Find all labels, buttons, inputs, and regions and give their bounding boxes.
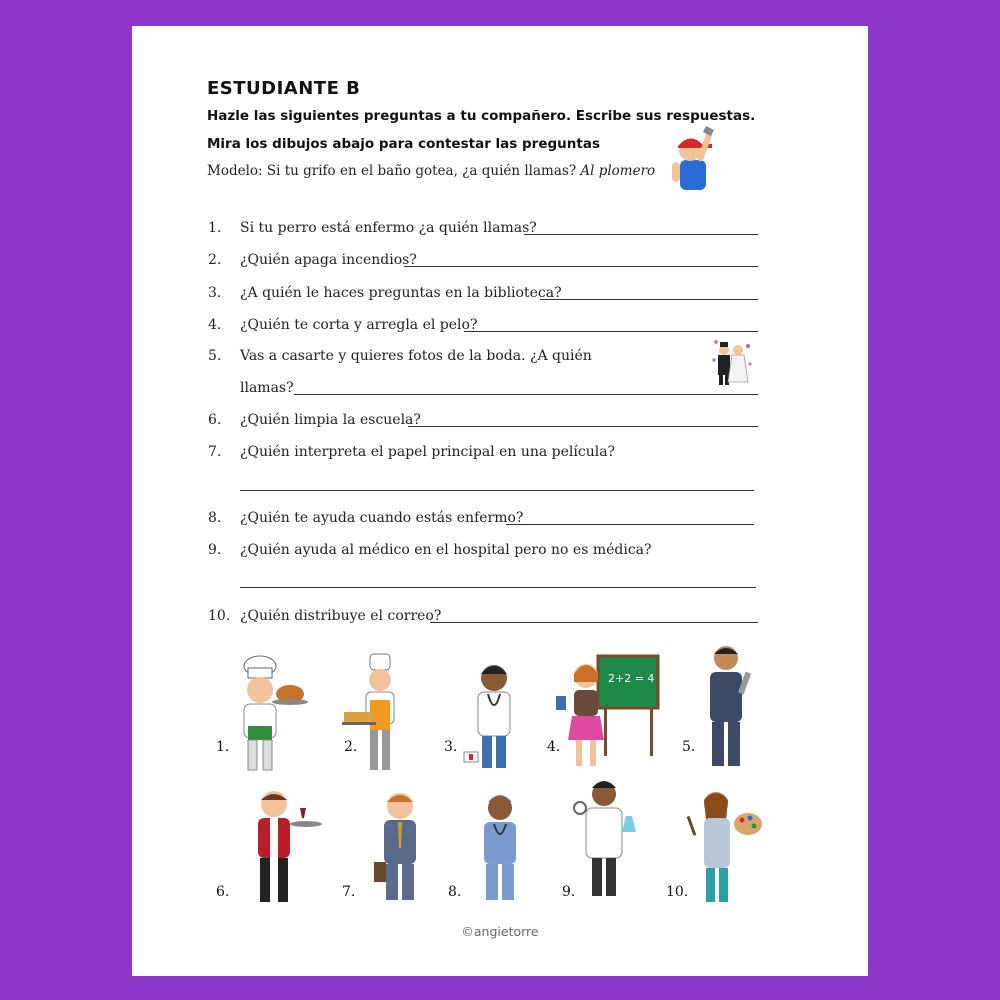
question-number: 10. bbox=[208, 608, 231, 624]
answer-line[interactable] bbox=[524, 234, 758, 235]
teacher-icon bbox=[554, 652, 664, 778]
baker-icon bbox=[344, 652, 414, 776]
answer-line[interactable] bbox=[464, 331, 758, 332]
question-number: 1. bbox=[208, 220, 222, 236]
question-number: 6. bbox=[208, 412, 222, 428]
instruction-line-1: Hazle las siguientes preguntas a tu compañero. Escribe sus respuestas. bbox=[207, 108, 756, 124]
answer-line[interactable] bbox=[294, 394, 758, 395]
question-number: 8. bbox=[208, 510, 222, 526]
instruction-line-2: Mira los dibujos abajo para contestar las preguntas bbox=[207, 136, 600, 152]
mechanic-icon bbox=[692, 642, 762, 776]
chef-icon bbox=[232, 656, 312, 776]
question-text: Si tu perro está enfermo ¿a quién llamas? bbox=[240, 220, 537, 236]
question-text: ¿A quién le haces preguntas en la biblioteca? bbox=[240, 285, 562, 301]
figure-label: 6. bbox=[216, 884, 230, 900]
answer-line[interactable] bbox=[506, 524, 754, 525]
answer-line[interactable] bbox=[240, 490, 754, 491]
businessman-icon bbox=[368, 788, 432, 908]
plumber-icon bbox=[662, 126, 722, 196]
figure-label: 5. bbox=[682, 739, 696, 755]
waiter-icon bbox=[242, 788, 322, 908]
answer-line[interactable] bbox=[430, 622, 758, 623]
question-number: 9. bbox=[208, 542, 222, 558]
question-text: ¿Quién interpreta el papel principal en una película? bbox=[240, 444, 616, 460]
doctor-icon bbox=[462, 656, 526, 776]
answer-line[interactable] bbox=[240, 587, 756, 588]
question-text: ¿Quién distribuye el correo? bbox=[240, 608, 442, 624]
answer-line[interactable] bbox=[540, 299, 758, 300]
model-question: Modelo: Si tu grifo en el baño gotea, ¿a quién llamas? bbox=[207, 163, 577, 179]
question-text-continued: llamas? bbox=[240, 380, 294, 396]
figure-label: 7. bbox=[342, 884, 356, 900]
figure-label: 3. bbox=[444, 739, 458, 755]
question-text: Vas a casarte y quieres fotos de la boda. ¿A quién bbox=[240, 348, 592, 364]
figure-label: 4. bbox=[547, 739, 561, 755]
surgeon-icon bbox=[468, 788, 532, 908]
question-number: 3. bbox=[208, 285, 222, 301]
question-text: ¿Quién te corta y arregla el pelo? bbox=[240, 317, 478, 333]
question-number: 7. bbox=[208, 444, 222, 460]
worksheet-page bbox=[132, 26, 868, 976]
scientist-icon bbox=[570, 776, 644, 906]
question-number: 5. bbox=[208, 348, 222, 364]
question-text: ¿Quién apaga incendios? bbox=[240, 252, 417, 268]
question-number: 4. bbox=[208, 317, 222, 333]
answer-line[interactable] bbox=[408, 426, 758, 427]
question-text: ¿Quién ayuda al médico en el hospital pero no es médica? bbox=[240, 542, 652, 558]
figure-label: 1. bbox=[216, 739, 230, 755]
model-answer: Al plomero bbox=[580, 163, 656, 179]
answer-line[interactable] bbox=[404, 266, 758, 267]
model-example bbox=[207, 163, 655, 179]
copyright-credit: ©angietorre bbox=[461, 924, 539, 939]
wedding-couple-icon bbox=[710, 336, 754, 386]
question-text: ¿Quién te ayuda cuando estás enfermo? bbox=[240, 510, 524, 526]
question-number: 2. bbox=[208, 252, 222, 268]
painter-icon bbox=[682, 786, 766, 910]
worksheet-title: ESTUDIANTE B bbox=[207, 78, 361, 99]
question-text: ¿Quién limpia la escuela? bbox=[240, 412, 421, 428]
chalkboard-text: 2+2 = 4 bbox=[608, 672, 655, 685]
figure-label: 2. bbox=[344, 739, 358, 755]
figure-label: 9. bbox=[562, 884, 576, 900]
figure-label: 8. bbox=[448, 884, 462, 900]
figure-label: 10. bbox=[666, 884, 689, 900]
